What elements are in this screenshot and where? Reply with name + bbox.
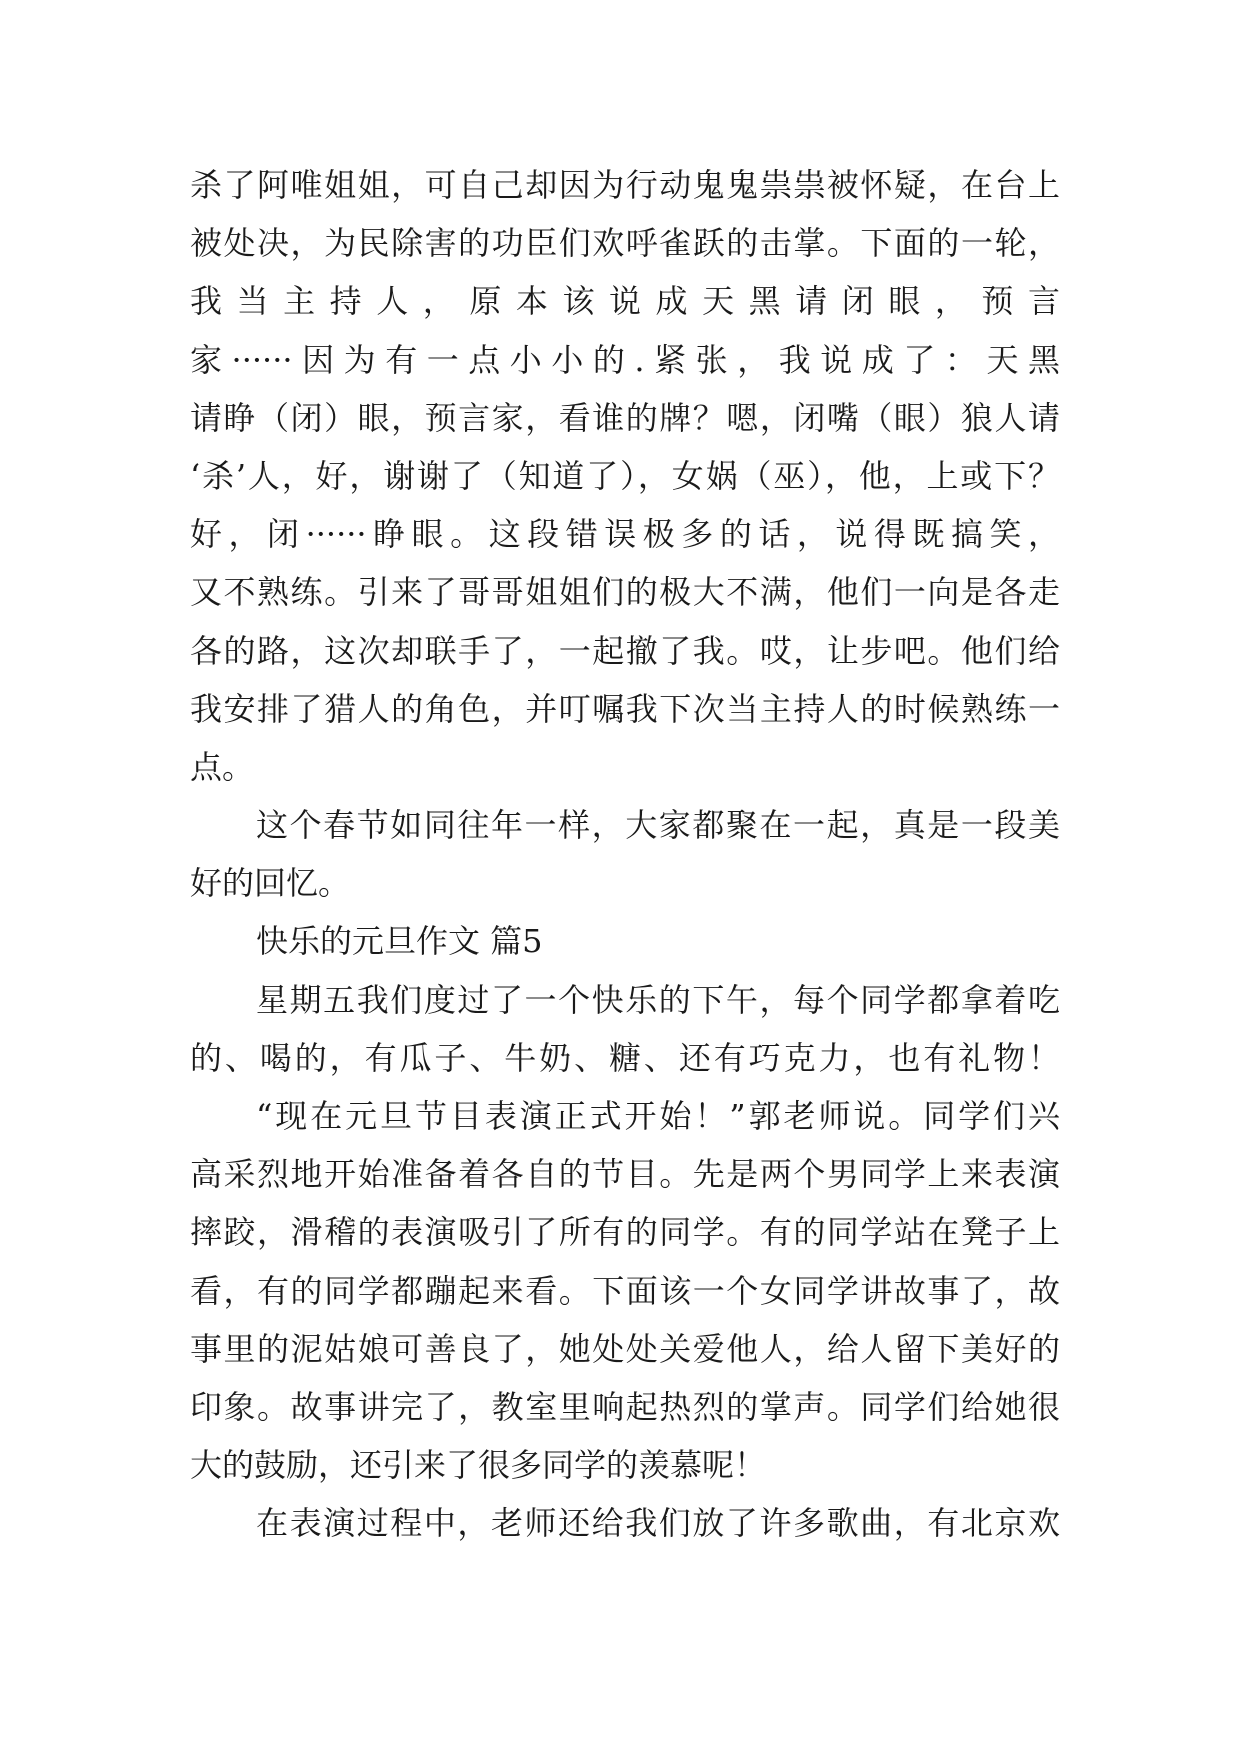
- text-line: 在表演过程中，老师还给我们放了许多歌曲，有北京欢: [256, 1504, 1060, 1543]
- text-line: “现在元旦节目表演正式开始！”郭老师说。同学们兴: [256, 1097, 1060, 1135]
- text-line: 被处决，为民除害的功臣们欢呼雀跃的击掌。下面的一轮，: [190, 224, 1060, 263]
- text-line: 各的路，这次却联手了，一起撤了我。哎，让步吧。他们给: [190, 631, 1060, 670]
- essay-text: [190, 156, 1060, 1553]
- text-line: 请睁（闭）眼，预言家，看谁的牌？嗯，闭嘴（眼）狼人请: [190, 398, 1060, 437]
- text-line: 点。: [190, 747, 255, 786]
- text-line: 事里的泥姑娘可善良了，她处处关爱他人，给人留下美好的: [190, 1329, 1060, 1368]
- text-line: 又不熟练。引来了哥哥姐姐们的极大不满，他们一向是各走: [190, 573, 1060, 612]
- text-line: 好，闭······睁眼。这段错误极多的话，说得既搞笑，: [190, 515, 1060, 554]
- text-line: 家······因为有一点小小的.紧张，我说成了：天黑: [190, 340, 1060, 379]
- text-line: 看，有的同学都蹦起来看。下面该一个女同学讲故事了，故: [190, 1271, 1060, 1310]
- text-line: 星期五我们度过了一个快乐的下午，每个同学都拿着吃: [256, 980, 1060, 1019]
- text-line: 我当主持人，原本该说成天黑请闭眼，预言: [190, 282, 1060, 321]
- section-heading: 快乐的元旦作文 篇5: [256, 922, 543, 961]
- text-line: 我安排了猎人的角色，并叮嘱我下次当主持人的时候熟练一: [190, 689, 1060, 728]
- text-line: 杀了阿唯姐姐，可自己却因为行动鬼鬼祟祟被怀疑，在台上: [190, 166, 1060, 204]
- text-line: ‘杀’人，好，谢谢了（知道了），女娲（巫），他，上或下？: [190, 456, 1060, 495]
- text-line: 好的回忆。: [190, 864, 351, 903]
- text-line: 这个春节如同往年一样，大家都聚在一起，真是一段美: [256, 806, 1060, 845]
- text-line: 的、喝的，有瓜子、牛奶、糖、还有巧克力，也有礼物！: [190, 1038, 1060, 1077]
- text-line: 大的鼓励，还引来了很多同学的羡慕呢！: [190, 1446, 767, 1485]
- text-line: 印象。故事讲完了，教室里响起热烈的掌声。同学们给她很: [190, 1387, 1060, 1426]
- text-line: 摔跤，滑稽的表演吸引了所有的同学。有的同学站在凳子上: [190, 1213, 1060, 1252]
- text-line: 高采烈地开始准备着各自的节目。先是两个男同学上来表演: [190, 1155, 1060, 1194]
